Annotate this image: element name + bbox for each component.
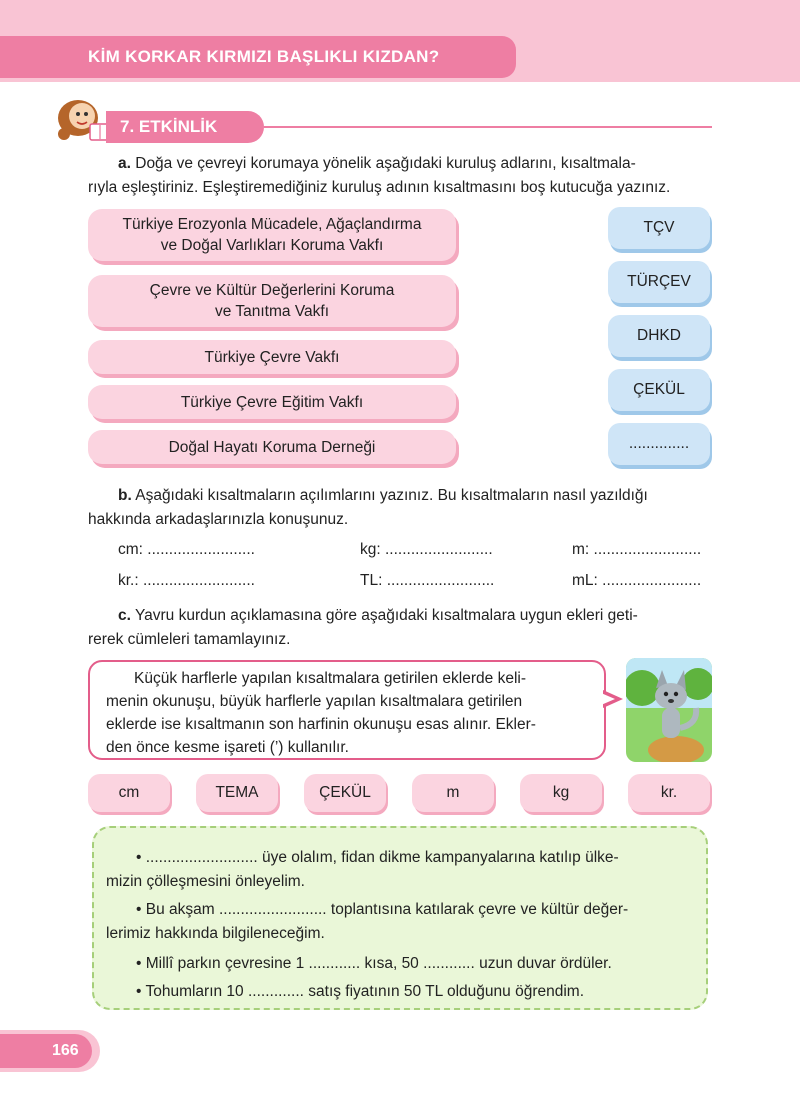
sentence-line: mizin çölleşmesini önleyelim. — [106, 873, 305, 890]
abbr-option-kg[interactable]: kg — [520, 774, 602, 812]
part-c-text-2: rerek cümleleri tamamlayınız. — [88, 631, 291, 648]
sentence-line: • .......................... üye olalım, fidan dikme kampanyalarına katılıp ülke- — [136, 849, 619, 866]
org-name-line: Türkiye Erozyonla Mücadele, Ağaçlandırma — [122, 216, 422, 233]
activity-label: 7. ETKİNLİK — [106, 111, 264, 143]
org-box-5[interactable] — [88, 430, 456, 464]
speech-line: Küçük harflerle yapılan kısaltmalara getirilen eklerde keli- — [134, 670, 526, 687]
part-c-letter: c. — [118, 607, 131, 624]
speech-bubble — [88, 660, 606, 760]
org-box-2[interactable] — [88, 275, 456, 327]
org-name-line: ve Doğal Varlıkları Koruma Vakfı — [160, 237, 384, 254]
header-title-cap — [0, 36, 66, 78]
abbr-fill-kr[interactable]: kr.: .......................... — [118, 572, 255, 589]
sentence-4[interactable] — [106, 980, 702, 1004]
sentence-3[interactable] — [106, 952, 702, 976]
wolf-cub-illustration-icon — [626, 658, 712, 762]
abbr-fill-cm[interactable]: cm: ......................... — [118, 541, 255, 558]
sentence-1[interactable] — [106, 846, 702, 894]
org-name-line: ve Tanıtma Vakfı — [214, 303, 329, 320]
page-number: 166 — [0, 1034, 92, 1068]
org-box-1[interactable] — [88, 209, 456, 261]
sentence-line: • Tohumların 10 ............. satış fiyatının 50 TL olduğunu öğrendim. — [136, 983, 585, 1000]
part-a-letter: a. — [118, 155, 131, 172]
sentence-2[interactable] — [106, 898, 702, 946]
speech-line: menin okunuşu, büyük harflerle yapılan kısaltmalara getirilen — [106, 693, 523, 710]
org-name-line: Doğal Hayatı Koruma Derneği — [168, 438, 376, 456]
abbr-fill-m[interactable]: m: ......................... — [572, 541, 702, 558]
part-c-text-1: Yavru kurdun açıklamasına göre aşağıdaki kısaltmalara uygun ekleri geti- — [130, 607, 638, 624]
org-box-3[interactable] — [88, 340, 456, 374]
part-a-text-2: rıyla eşleştiriniz. Eşleştiremediğiniz kuruluş adının kısaltmasını boş kutucuğa yazınız. — [88, 179, 671, 196]
part-b-text-2: hakkında arkadaşlarınızla konuşunuz. — [88, 511, 349, 528]
part-c-instructions — [88, 604, 712, 652]
page-title: KİM KORKAR KIRMIZI BAŞLIKLI KIZDAN? — [66, 36, 516, 78]
abbr-box-1[interactable]: TÇV — [608, 207, 710, 249]
abbr-fill-tl[interactable]: TL: ......................... — [360, 572, 495, 589]
abbr-box-blank[interactable]: .............. — [608, 423, 710, 465]
org-name-line: Türkiye Çevre Vakfı — [204, 348, 340, 366]
part-b-letter: b. — [118, 487, 132, 504]
abbr-option-tema[interactable]: TEMA — [196, 774, 278, 812]
abbr-option-kr[interactable]: kr. — [628, 774, 710, 812]
part-a-text-1: Doğa ve çevreyi korumaya yönelik aşağıdaki kuruluş adlarını, kısaltmala- — [130, 155, 636, 172]
abbr-box-2[interactable]: TÜRÇEV — [608, 261, 710, 303]
speech-bubble-tail-inner — [601, 693, 615, 705]
org-name-line: Çevre ve Kültür Değerlerini Koruma — [149, 282, 395, 299]
abbr-box-4[interactable]: ÇEKÜL — [608, 369, 710, 411]
part-a-instructions — [88, 152, 712, 200]
org-box-4[interactable] — [88, 385, 456, 419]
abbr-fill-ml[interactable]: mL: ....................... — [572, 572, 702, 589]
sentence-line: • Millî parkın çevresine 1 ............ kısa, 50 ............ uzun duvar ördüler. — [136, 955, 612, 972]
sentence-line: • Bu akşam ......................... toplantısına katılarak çevre ve kültür değer- — [136, 901, 629, 918]
sentence-line: lerimiz hakkında bilgileneceğim. — [106, 925, 325, 942]
activity-divider — [264, 126, 712, 128]
speech-line: den önce kesme işareti (’) kullanılır. — [106, 739, 349, 756]
abbr-option-cekul[interactable]: ÇEKÜL — [304, 774, 386, 812]
org-name-line: Türkiye Çevre Eğitim Vakfı — [180, 393, 364, 411]
abbr-option-m[interactable]: m — [412, 774, 494, 812]
abbr-option-cm[interactable]: cm — [88, 774, 170, 812]
abbr-box-3[interactable]: DHKD — [608, 315, 710, 357]
speech-line: eklerde ise kısaltmanın son harfinin okunuşu esas alınır. Ekler- — [106, 716, 536, 733]
abbr-fill-kg[interactable]: kg: ......................... — [360, 541, 493, 558]
part-b-text-1: Aşağıdaki kısaltmaların açılımlarını yazınız. Bu kısaltmaların nasıl yazıldığı — [131, 487, 648, 504]
part-b-instructions — [88, 484, 712, 532]
